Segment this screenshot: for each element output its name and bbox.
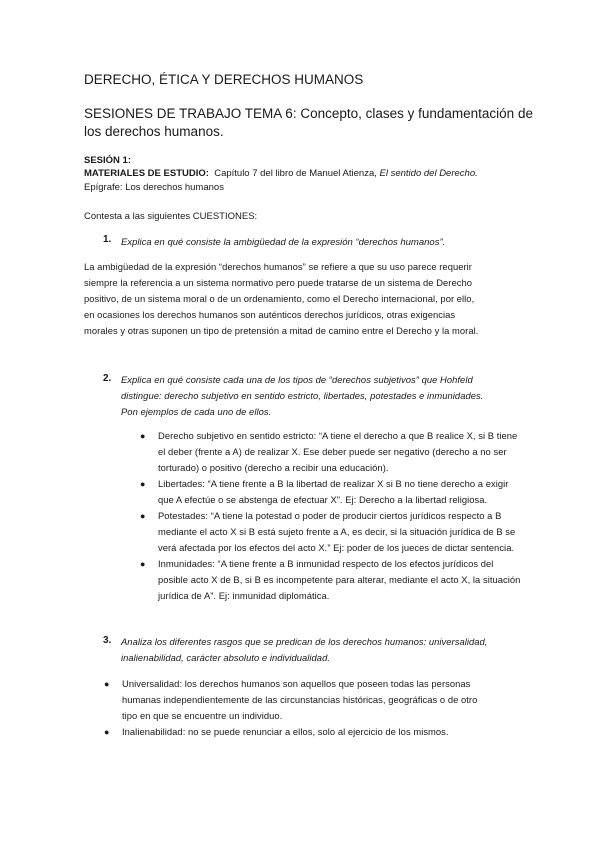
- question-3-line: inalienabilidad, carácter absoluto e individualidad.: [121, 652, 330, 663]
- list-item-line: mediante el acto X si B está sujeto frente a A, es decir, si la situación jurídica de B se: [158, 526, 516, 537]
- list-item-line: jurídica de A”. Ej: inmunidad diplomática.: [158, 590, 330, 601]
- list-item-line: Inalienabilidad: no se puede renunciar a ellos, solo al ejercicio de los mismos.: [122, 726, 449, 737]
- answer-1-line: morales y otras suponen un tipo de pretensión a mitad de camino entre el Derecho y la moral.: [84, 325, 479, 336]
- list-item-line: Libertades: “A tiene frente a B la libertad de realizar X si B no tiene derecho a exigir: [158, 478, 509, 489]
- list-item-line: Inmunidades: “A tiene frente a B inmunidad respecto de los efectos jurídicos del: [158, 558, 494, 569]
- list-item: [140, 556, 560, 604]
- bullet-icon: ●: [140, 431, 146, 441]
- list-item-line: verá afectada por los efectos del acto X.” Ej: poder de los jueces de dictar sentencia.: [158, 542, 515, 553]
- list-item: [104, 676, 544, 724]
- list-item-line: Derecho subjetivo en sentido estricto: “A tiene el derecho a que B realice X, si B tiene: [158, 430, 518, 441]
- list-item-line: Potestades: “A tiene la potestad o poder de producir ciertos jurídicos respecto a B: [158, 510, 502, 521]
- question-3-bullets: [104, 676, 544, 740]
- question-3-text: [121, 634, 487, 666]
- materials-text: Capítulo 7 del libro de Manuel Atienza,: [214, 168, 380, 179]
- materials-label: MATERIALES DE ESTUDIO:: [84, 168, 209, 179]
- question-3-number: 3.: [103, 635, 112, 646]
- question-2-line: Pon ejemplos de cada uno de ellos.: [121, 406, 272, 417]
- answer-1-line: positivo, de un sistema moral o de un ordenamiento, como el Derecho internacional, por ello,: [84, 293, 475, 304]
- bullet-icon: ●: [140, 511, 146, 521]
- list-item: [140, 508, 560, 556]
- list-item-line: humanas independientemente de las circunstancias históricas, geográficas o de otro: [122, 694, 478, 705]
- list-item-line: posible acto X de B, si B es incompetente para alterar, mediante el acto X, la situación: [158, 574, 521, 585]
- question-1-number: 1.: [103, 234, 112, 245]
- bullet-icon: ●: [104, 679, 110, 689]
- materials-book: El sentido del Derecho.: [379, 168, 478, 179]
- materials-line: [84, 166, 478, 181]
- answer-1-line: en ocasiones los derechos humanos son auténticos derechos jurídicos, otras exigencias: [84, 309, 456, 320]
- epigraph: Epígrafe: Los derechos humanos: [84, 182, 224, 193]
- document-title: DERECHO, ÉTICA Y DERECHOS HUMANOS: [84, 72, 364, 87]
- list-item-line: el deber (frente a A) de realizar X. Ese deber puede ser negativo (derecho a no ser: [158, 446, 507, 457]
- list-item-line: tipo en que se encuentre un individuo.: [122, 710, 283, 721]
- list-item-line: que A efectúe o se abstenga de efectuar X”. Ej: Derecho a la libertad religiosa.: [158, 494, 488, 505]
- answer-1-line: La ambigüedad de la expresión “derechos humanos” se refiere a que su uso parece requerir: [84, 261, 472, 272]
- question-1-text: Explica en qué consiste la ambigüedad de la expresión “derechos humanos”.: [121, 237, 446, 248]
- document-subtitle-line1: SESIONES DE TRABAJO TEMA 6: Concepto, clases y fundamentación de: [84, 106, 533, 121]
- question-2-line: Explica en qué consiste cada una de los tipos de “derechos subjetivos” que Hohfeld: [121, 374, 473, 385]
- bullet-icon: ●: [140, 479, 146, 489]
- bullet-icon: ●: [104, 727, 110, 737]
- answer-1-line: siempre la referencia a un sistema normativo pero puede tratarse de un sistema de Derecho: [84, 277, 472, 288]
- list-item-line: Universalidad: los derechos humanos son aquellos que poseen todas las personas: [122, 678, 471, 689]
- question-2-text: [121, 372, 483, 420]
- question-2-line: distingue: derecho subjetivo en sentido estricto, libertades, potestades e inmunidades.: [121, 390, 484, 401]
- list-item: [104, 724, 544, 740]
- question-3-line: Analiza los diferentes rasgos que se predican de los derechos humanos: universalidad,: [121, 636, 488, 647]
- list-item: [140, 476, 560, 508]
- list-item: [140, 428, 560, 476]
- session-label: SESIÓN 1:: [84, 155, 131, 166]
- question-2-bullets: [140, 428, 560, 604]
- bullet-icon: ●: [140, 559, 146, 569]
- answer-1: [84, 259, 478, 339]
- question-2-number: 2.: [103, 373, 112, 384]
- document-subtitle-line2: los derechos humanos.: [84, 124, 224, 139]
- instructions: Contesta a las siguientes CUESTIONES:: [84, 211, 258, 222]
- list-item-line: torturado) o positivo (derecho a recibir una educación).: [158, 462, 389, 473]
